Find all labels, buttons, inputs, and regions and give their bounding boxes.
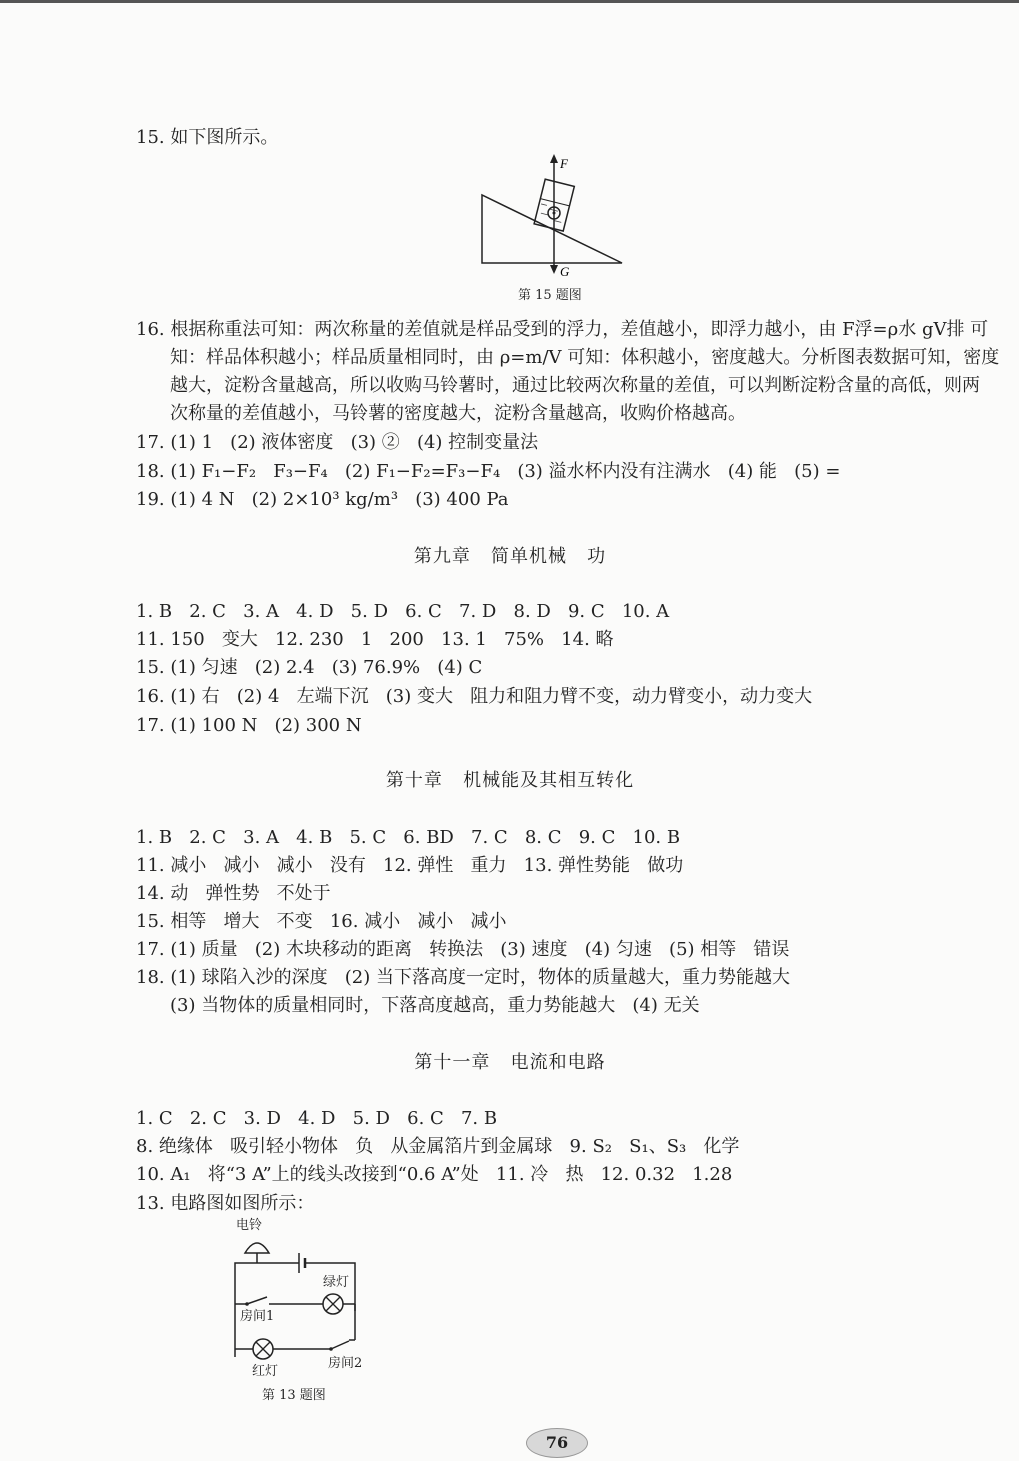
room2-label: 房间2 [328, 1356, 363, 1371]
ch9-answer-15: 15. (1) 匀速 (2) 2.4 (3) 76.9% (4) C [136, 657, 483, 678]
answer-15: 15. 如下图所示。 [136, 127, 279, 148]
switch-room1 [247, 1297, 267, 1304]
answer-16-line2: 知：样品体积越小；样品质量相同时，由 ρ=m/V 可知：体积越小，密度越大。分析图表数据可知，密度 [170, 347, 1000, 368]
answer-18: 18. (1) F₁−F₂ F₃−F₄ (2) F₁−F₂=F₃−F₄ (3) 溢水杯内没有注满水 (4) 能 (5) = [136, 461, 841, 482]
chapter-9-title: 第九章 简单机械 功 [413, 546, 607, 567]
answer-16-line1: 16. 根据称重法可知：两次称量的差值就是样品受到的浮力，差值越小，即浮力越小，由 F浮=ρ水 gV排 可 [136, 319, 989, 340]
figure-15-caption: 第 15 题图 [518, 288, 582, 303]
answer-16-line4: 次称量的差值越小，马铃薯的密度越大，淀粉含量越高，收购价格越高。 [170, 403, 746, 424]
ch10-answer-14: 14. 动 弹性势 不处于 [136, 883, 331, 904]
ch11-answers-10-12: 10. A₁ 将“3 A”上的线头改接到“0.6 A”处 11. 冷 热 12. 0.32 1.28 [136, 1164, 733, 1185]
force-g-label: G [560, 264, 570, 279]
figure-13-caption: 第 13 题图 [262, 1388, 326, 1403]
ch10-answer-17: 17. (1) 质量 (2) 木块移动的距离 转换法 (3) 速度 (4) 匀速 (5) 相等 错误 [136, 939, 790, 960]
room1-label: 房间1 [240, 1309, 275, 1324]
ch11-answers-8-9: 8. 绝缘体 吸引轻小物体 负 从金属箔片到金属球 9. S₂ S₁、S₃ 化学 [136, 1136, 740, 1157]
answer-16-line3: 越大，淀粉含量越高，所以收购马铃薯时，通过比较两次称量的差值，可以判断淀粉含量的高低，则两 [170, 375, 980, 396]
ch10-answers-15-16: 15. 相等 增大 不变 16. 减小 减小 减小 [136, 911, 507, 932]
bell-label: 电铃 [236, 1218, 263, 1233]
chapter-11-title: 第十一章 电流和电路 [414, 1052, 606, 1073]
force-f-label: F [560, 156, 568, 171]
answer-17: 17. (1) 1 (2) 液体密度 (3) ② (4) 控制变量法 [136, 432, 539, 453]
ch10-answers-11-13: 11. 减小 减小 减小 没有 12. 弹性 重力 13. 弹性势能 做功 [136, 855, 684, 876]
chapter-10-title: 第十章 机械能及其相互转化 [385, 770, 635, 791]
green-lamp-label: 绿灯 [323, 1275, 350, 1290]
switch-room2 [331, 1341, 349, 1349]
ch11-answers-1-7: 1. C 2. C 3. D 4. D 5. D 6. C 7. B [136, 1108, 498, 1129]
page-number: 76 [526, 1428, 588, 1458]
bell-symbol [245, 1243, 269, 1253]
red-lamp-label: 红灯 [252, 1364, 279, 1379]
answer-19: 19. (1) 4 N (2) 2×10³ kg/m³ (3) 400 Pa [136, 489, 509, 510]
ch9-answers-1-10: 1. B 2. C 3. A 4. D 5. D 6. C 7. D 8. D 9. C 10. A [136, 601, 670, 622]
figure-15-incline-diagram [480, 150, 630, 280]
ch10-answer-18-line2: (3) 当物体的质量相同时，下落高度越高，重力势能越大 (4) 无关 [170, 995, 700, 1016]
ch11-answer-13: 13. 电路图如图所示： [136, 1193, 315, 1214]
ch9-answer-16: 16. (1) 右 (2) 4 左端下沉 (3) 变大 阻力和阻力臂不变，动力臂变小，动力变大 [136, 686, 813, 707]
ch10-answer-18-line1: 18. (1) 球陷入沙的深度 (2) 当下落高度一定时，物体的质量越大，重力势能越大 [136, 967, 790, 988]
ch9-answer-17: 17. (1) 100 N (2) 300 N [136, 715, 362, 736]
ch10-answers-1-10: 1. B 2. C 3. A 4. B 5. C 6. BD 7. C 8. C 9. C 10. B [136, 827, 681, 848]
ch9-answers-11-14: 11. 150 变大 12. 230 1 200 13. 1 75% 14. 略 [136, 629, 614, 650]
page-top-border [0, 0, 1019, 3]
